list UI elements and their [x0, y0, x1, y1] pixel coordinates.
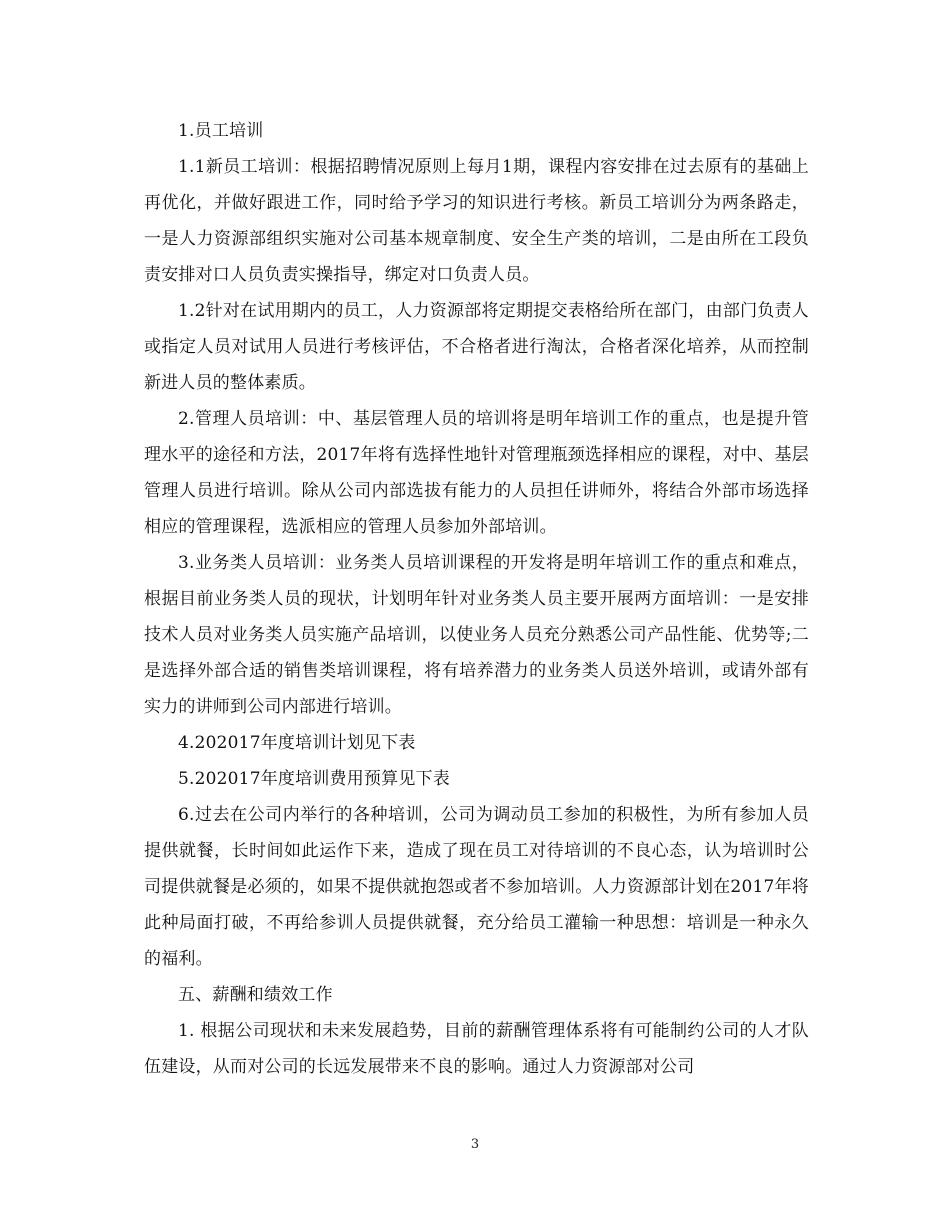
paragraph-management-training: 2.管理人员培训：中、基层管理人员的培训将是明年培训工作的重点，也是提升管理水平的途径和方法，2017年将有选择性地针对管理瓶颈选择相应的课程，对中、基层管理人员进行培训。除从公司内部选拔有能力的人员担任讲师外，将结合外部市场选择相应的管理课程，选派相应的管理人员参加外部培训。	[144, 409, 809, 537]
paragraph-business-staff-training: 3.业务类人员培训：业务类人员培训课程的开发将是明年培训工作的重点和难点，根据目前业务类人员的现状，计划明年针对业务类人员主要开展两方面培训：一是安排技术人员对业务类人员实施产品培训，以使业务人员充分熟悉公司产品性能、优势等;二是选择外部合适的销售类培训课程，将有培养潜力的业务类人员送外培训，或请外部有实力的讲师到公司内部进行培训。	[144, 553, 809, 717]
paragraph-new-employee-training: 1.1新员工培训：根据招聘情况原则上每月1期，课程内容安排在过去原有的基础上再优化，并做好跟进工作，同时给予学习的知识进行考核。新员工培训分为两条路走，一是人力资源部组织实施对公司基本规章制度、安全生产类的培训，二是由所在工段负责安排对口人员负责实操指导，绑定对口负责人员。	[144, 157, 809, 285]
paragraph-probation-assessment: 1.2针对在试用期内的员工，人力资源部将定期提交表格给所在部门，由部门负责人或指定人员对试用人员进行考核评估，不合格者进行淘汰，合格者深化培养，从而控制新进人员的整体素质。	[144, 301, 809, 393]
paragraph-compensation-system: 1. 根据公司现状和未来发展趋势，目前的薪酬管理体系将有可能制约公司的人才队伍建设，从而对公司的长远发展带来不良的影响。通过人力资源部对公司	[144, 1021, 809, 1077]
heading-employee-training: 1.员工培训	[178, 121, 264, 141]
paragraph-training-meals: 6.过去在公司内举行的各种培训，公司为调动员工参加的积极性，为所有参加人员提供就餐，长时间如此运作下来，造成了现在员工对待培训的不良心态，认为培训时公司提供就餐是必须的，如果不提供就抱怨或者不参加培训。人力资源部计划在2017年将此种局面打破，不再给参训人员提供就餐，充分给员工灌输一种思想：培训是一种永久的福利。	[144, 805, 809, 969]
page-number: 3	[470, 1137, 480, 1152]
paragraph-training-plan-table: 4.202017年度培训计划见下表	[178, 733, 416, 753]
document-body	[144, 113, 809, 1085]
paragraph-training-budget-table: 5.202017年度培训费用预算见下表	[178, 769, 450, 789]
heading-compensation-performance: 五、薪酬和绩效工作	[178, 985, 333, 1005]
